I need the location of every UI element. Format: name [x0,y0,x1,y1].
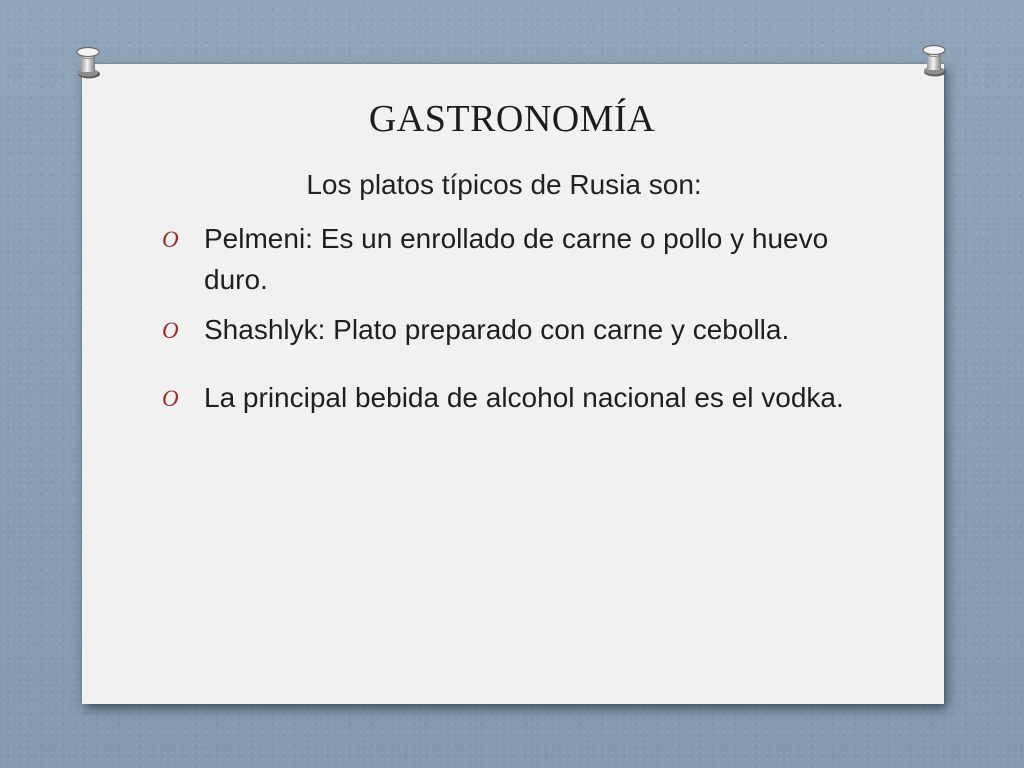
pushpin-icon [918,44,950,78]
bullet-marker-icon: O [162,318,179,343]
bullet-list [160,218,860,418]
slide-title: GASTRONOMÍA [368,98,656,140]
slide-subtitle: Los platos típicos de Rusia son: [306,169,702,200]
bullet-item-shashlyk [160,309,860,350]
bullet-text: La principal bebida de alcohol nacional es el vodka. [204,382,844,413]
bullet-text: Pelmeni: Es un enrollado de carne o pollo y huevo duro. [204,223,829,295]
bullet-marker-icon: O [162,386,179,411]
bullet-marker-icon: O [162,227,179,252]
bullet-item-vodka [160,377,860,418]
bullet-text: Shashlyk: Plato preparado con carne y cebolla. [204,314,790,345]
bullet-item-pelmeni [160,218,860,300]
pushpin-icon [72,46,104,80]
